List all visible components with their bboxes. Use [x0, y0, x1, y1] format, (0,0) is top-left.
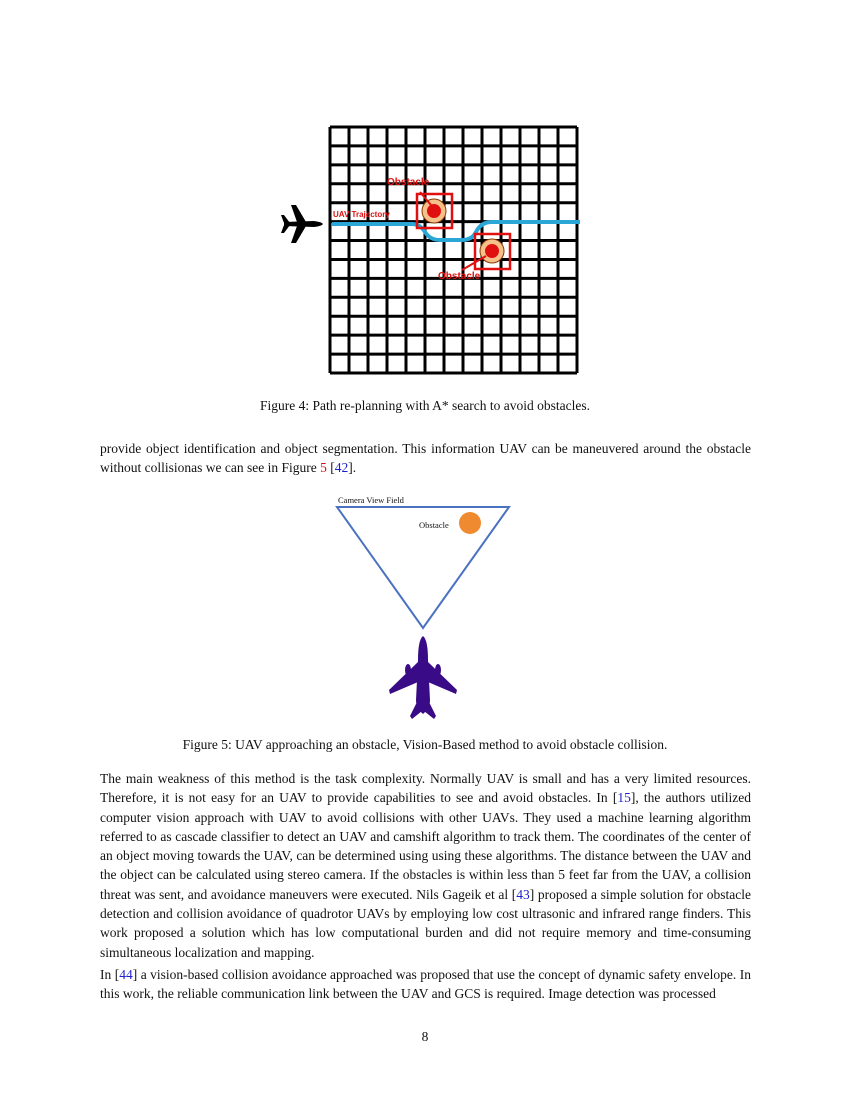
uav-airplane-icon [389, 636, 457, 719]
para3-text-1: In [ [100, 967, 120, 982]
citation-43-link[interactable]: 43 [516, 886, 530, 902]
page-number: 8 [421, 1029, 429, 1044]
citation-42-link[interactable]: 42 [334, 460, 349, 476]
figure-5-link[interactable]: 5 [320, 460, 327, 476]
para1-text-1: provide object identification and object segmentation. This information UAV can be maneuvered around the obstacle without collisionas we can see in Figure [100, 441, 751, 476]
figure-5 [330, 490, 520, 725]
paragraph-2 [100, 769, 751, 962]
para2-text-2: ], the authors utilized computer vision approach with UAV to avoid collisions with other UAVs. They used a machine learning algorithm referred to as cascade classifier to detect an UAV and camshift algorithm to track them. The coordinates of the center of an object moving towards the UAV, can be determined using using these algorithms. The distance between the UAV and the object can be calculated using stereo camera. If the obstacles is within less than 5 feet far from the UAV, a collision threat was sent, and avoidance maneuvers were executed. Nils Gageik et al [ [100, 790, 751, 902]
label-uav-trajectory: UAV Trajectory [333, 210, 390, 219]
citation-15-link[interactable]: 15 [617, 790, 631, 806]
label-obstacle-bottom: Obstacle [438, 271, 481, 282]
label-camera-view-field: Camera View Field [338, 495, 404, 505]
label-obstacle: Obstacle [419, 520, 449, 530]
citation-44-link[interactable]: 44 [119, 967, 133, 982]
grid [330, 127, 577, 373]
paragraph-3 [100, 965, 751, 1004]
para1-text-2: [ [326, 460, 335, 476]
figure-4 [270, 115, 600, 390]
para2-text-1: The main weakness of this method is the task complexity. Normally UAV is small and has a very limited resources. Therefore, it is not easy for an UAV to provide capabilities to see and avoid obstacles. In [ [100, 771, 751, 806]
paragraph-1 [100, 439, 751, 478]
label-obstacle-top: Obstacle [387, 177, 430, 188]
para3-text-2: ] a vision-based collision avoidance approached was proposed that use the concept of dynamic safety envelope. In this work, the reliable communication link between the UAV and GCS is required. Image detection was processed [100, 967, 751, 1002]
figure-4-caption: Figure 4: Path re-planning with A* search to avoid obstacles. [260, 398, 590, 413]
figure-5-caption: Figure 5: UAV approaching an obstacle, Vision-Based method to avoid obstacle collision. [182, 737, 668, 752]
para2-text-3: ] proposed a simple solution for obstacle detection and collision avoidance of quadrotor UAVs by employing low cost ultrasonic and infrared range finders. This work proposed a solution which has low computational burden and did not require memory and time-consuming simultaneous localization and mapping. [100, 886, 751, 960]
para1-text-3: ]. [348, 460, 357, 476]
obstacle-ball [459, 512, 481, 534]
airplane-icon [281, 205, 323, 243]
